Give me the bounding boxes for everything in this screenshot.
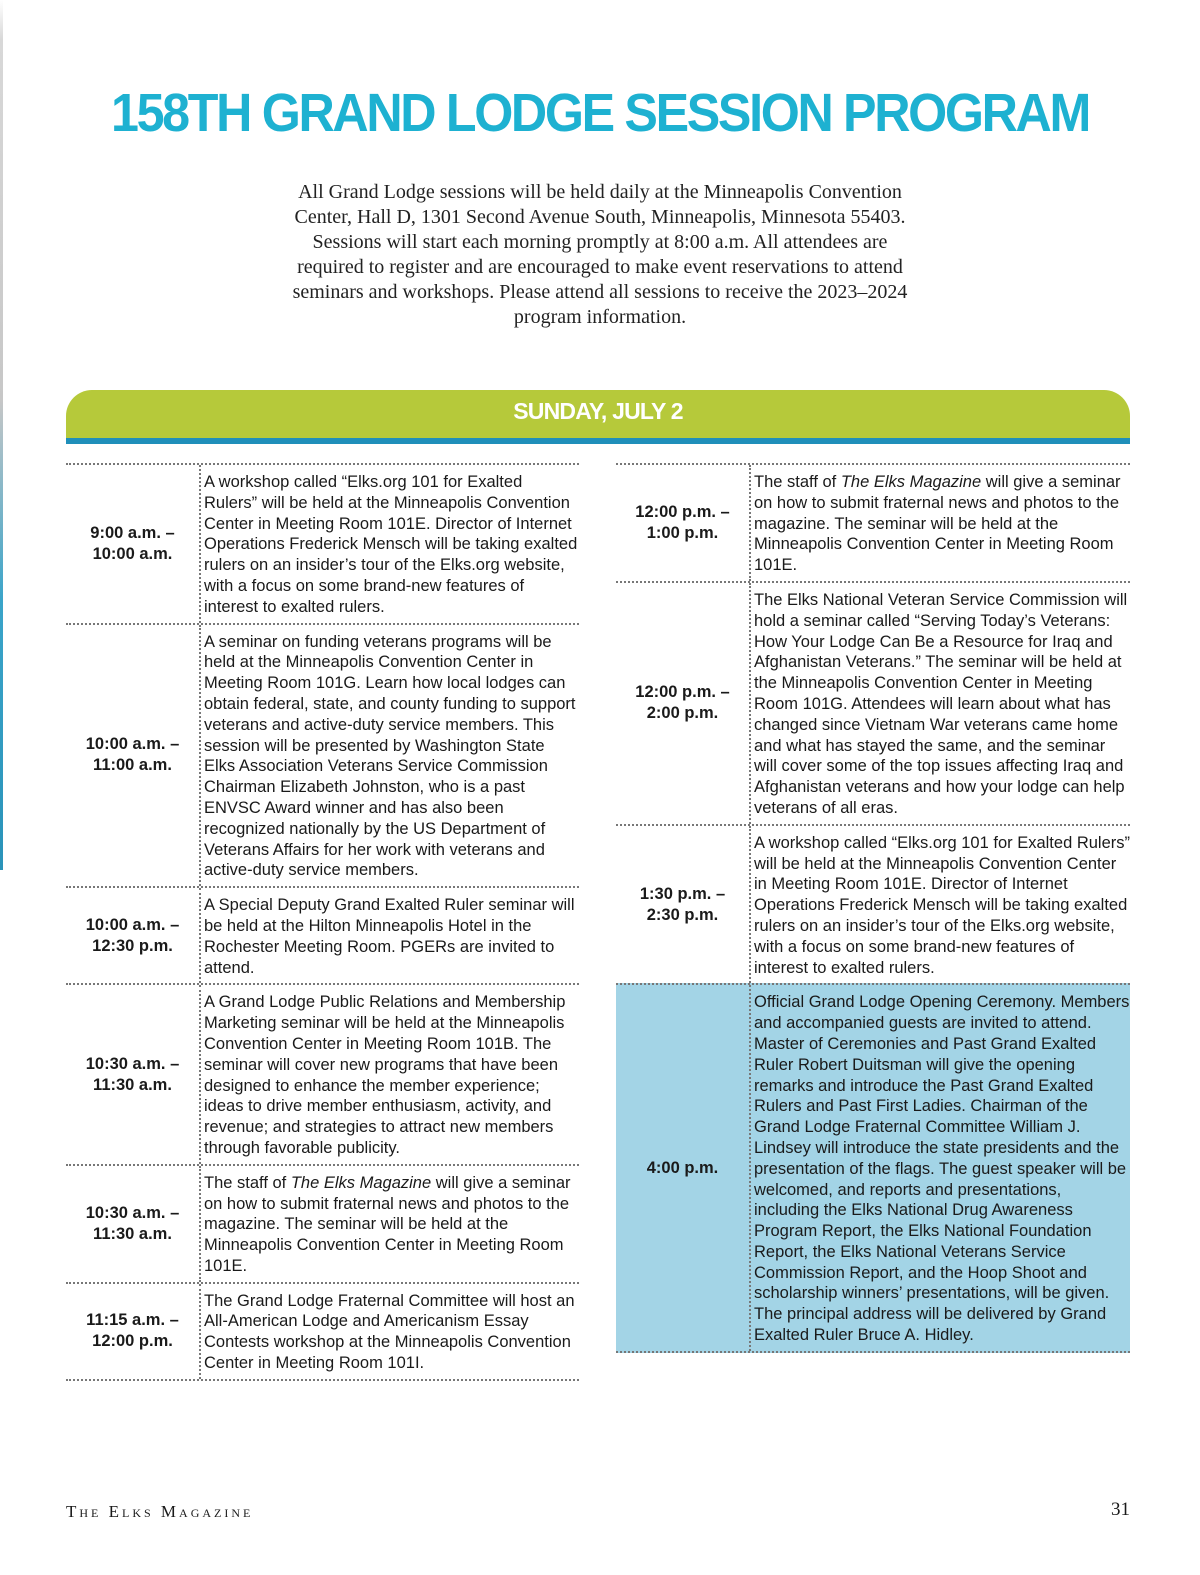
- page-edge-line: [0, 0, 3, 870]
- session-time: 10:30 a.m. – 11:30 a.m.: [85, 1203, 180, 1243]
- session-description: [199, 985, 579, 1163]
- intro-paragraph: [225, 180, 975, 330]
- session-time: 12:00 p.m. – 1:00 p.m.: [635, 502, 730, 542]
- session-description-text: A seminar on funding veterans programs will be held at the Minneapolis Convention Center in Meeting Room 101G. Learn how local lodges can obtain federal, state, and county funding to support veterans and active-duty service members. This session will be presented by Washington State Elks Association Veterans Service Commission Chairman Elizabeth Johnston, who is a past ENVSC Award winner and has also been recognized nationally by the US Department of Veterans Affairs for her work with veterans and active-duty service members.: [204, 632, 576, 880]
- session-description: [749, 465, 1130, 581]
- session-description-text: The Elks National Veteran Service Commission will hold a seminar called “Serving Today’s Veterans: How Your Lodge Can Be a Resource for Iraq and Afghanistan Veterans.” The seminar will be held at the Minneapolis Convention Center in Meeting Room 101G. Attendees will learn about what has changed since Vietnam War veterans came home and what has stayed the same, and the seminar will cover some of the top issues affecting Iraq and Afghanistan veterans and how your lodge can help veterans of all eras.: [754, 590, 1128, 817]
- intro-line: All Grand Lodge sessions will be held daily at the Minneapolis Convention: [298, 181, 902, 203]
- session-description: [749, 985, 1130, 1351]
- schedule-row: [616, 463, 1130, 581]
- session-time-cell: [66, 1284, 199, 1379]
- session-description: [199, 888, 579, 983]
- session-description: [199, 1284, 579, 1379]
- session-description-text: will give a seminar on how to submit fraternal news and photos to the magazine. The seminar will be held at the Minneapolis Convention Center in Meeting Room 101E.: [204, 1173, 571, 1275]
- schedule-row: [616, 824, 1130, 984]
- session-time: 9:00 a.m. – 10:00 a.m.: [90, 523, 175, 563]
- session-time-cell: [616, 826, 749, 984]
- session-time: 4:00 p.m.: [646, 1158, 719, 1177]
- session-time: 11:15 a.m. – 12:00 p.m.: [86, 1311, 179, 1351]
- session-description: [199, 625, 579, 887]
- schedule-row: [66, 983, 579, 1163]
- day-banner-rule: [66, 438, 1130, 444]
- session-time: 10:00 a.m. – 11:00 a.m.: [85, 735, 180, 775]
- magazine-title: The Elks Magazine: [290, 1173, 432, 1192]
- session-time-cell: [66, 625, 199, 887]
- intro-line: program information.: [513, 306, 687, 328]
- session-description-text: A workshop called “Elks.org 101 for Exalted Rulers” will be held at the Minneapolis Convention Center in Meeting Room 101E. Director of Internet Operations Frederick Mensch will be taking exalted rulers on an insider’s tour of the Elks.org website, with a focus on some brand-new features of interest to exalted rulers.: [204, 473, 578, 616]
- schedule-left-column: [66, 463, 579, 1381]
- page-title: 158TH GRAND LODGE SESSION PROGRAM: [110, 83, 1090, 143]
- schedule-right-column: [616, 463, 1130, 1353]
- schedule-row: [616, 581, 1130, 824]
- session-time: 10:00 a.m. – 12:30 p.m.: [85, 915, 180, 955]
- session-description-text: will give a seminar on how to submit fraternal news and photos to the magazine. The seminar will be held at the Minneapolis Convention Center in Meeting Room 101E.: [754, 473, 1121, 575]
- schedule-row: [66, 623, 579, 887]
- session-time: 10:30 a.m. – 11:30 a.m.: [85, 1054, 180, 1094]
- schedule-row: [66, 886, 579, 983]
- session-time-cell: [66, 465, 199, 623]
- session-time: 1:30 p.m. – 2:30 p.m.: [639, 884, 726, 924]
- intro-line: seminars and workshops. Please attend all sessions to receive the 2023–2024: [292, 281, 908, 303]
- session-description-text: A Grand Lodge Public Relations and Membership Marketing seminar will be held at the Minneapolis Convention Center in Meeting Room 101B. The seminar will cover new programs that have been designed to enhance the member experience; ideas to drive member enthusiasm, activity, and revenue; and strategies to attract new members through favorable publicity.: [204, 993, 566, 1157]
- session-description-text: A Special Deputy Grand Exalted Ruler seminar will be held at the Hilton Minneapolis Hotel in the Rochester Meeting Room. PGERs are invited to attend.: [204, 896, 575, 977]
- schedule-row: [66, 1282, 579, 1381]
- schedule-row: [616, 983, 1130, 1353]
- session-time-cell: [66, 985, 199, 1163]
- session-description-text: A workshop called “Elks.org 101 for Exalted Rulers” will be held at the Minneapolis Convention Center in Meeting Room 101E. Director of Internet Operations Frederick Mensch will be taking exalted rulers on an insider’s tour of the Elks.org website, with a focus on some brand-new features of interest to exalted rulers.: [754, 833, 1131, 977]
- intro-line: required to register and are encouraged to make event reservations to attend: [297, 256, 903, 278]
- schedule-row: [66, 1164, 579, 1282]
- session-description-lead: The staff of: [754, 473, 841, 491]
- session-time: 12:00 p.m. – 2:00 p.m.: [635, 683, 730, 723]
- session-time-cell: [616, 465, 749, 581]
- session-time-cell: [66, 1166, 199, 1282]
- publication-name: The Elks Magazine: [66, 1502, 254, 1521]
- intro-line: Sessions will start each morning promptly at 8:00 a.m. All attendees are: [312, 231, 888, 253]
- session-description: [199, 465, 579, 623]
- session-description-text: The Grand Lodge Fraternal Committee will host an All-American Lodge and Americanism Essay Contests workshop at the Minneapolis Convention Center in Meeting Room 101I.: [204, 1291, 575, 1373]
- session-description: [749, 583, 1130, 824]
- intro-line: Center, Hall D, 1301 Second Avenue South, Minneapolis, Minnesota 55403.: [294, 206, 906, 228]
- magazine-title: The Elks Magazine: [840, 473, 982, 491]
- page-number: 31: [1111, 1499, 1130, 1520]
- session-time-cell: [66, 888, 199, 983]
- schedule-row: [66, 463, 579, 623]
- session-time-cell: [616, 583, 749, 824]
- session-description-lead: The staff of: [204, 1173, 291, 1192]
- session-description: [749, 826, 1130, 984]
- session-time-cell: [616, 985, 749, 1351]
- session-description: [199, 1166, 579, 1282]
- session-description-text: Official Grand Lodge Opening Ceremony. Members and accompanied guests are invited to attend. Master of Ceremonies and Past Grand Exalted Ruler Robert Duitsman will give the opening remarks and introduce the Past Grand Exalted Rulers and Past First Ladies. Chairman of the Grand Lodge Fraternal Committee William J. Lindsey will introduce the state presidents and the presentation of the flags. The guest speaker will be welcomed, and reports and presentations, including the Elks National Drug Awareness Program Report, the Elks National Foundation Report, the Elks National Veterans Service Commission Report, and the Hoop Shoot and scholarship winners’ presentations, will be given. The principal address will be delivered by Grand Exalted Ruler Bruce A. Hidley.: [754, 993, 1130, 1345]
- day-label: SUNDAY, JULY 2: [513, 398, 683, 424]
